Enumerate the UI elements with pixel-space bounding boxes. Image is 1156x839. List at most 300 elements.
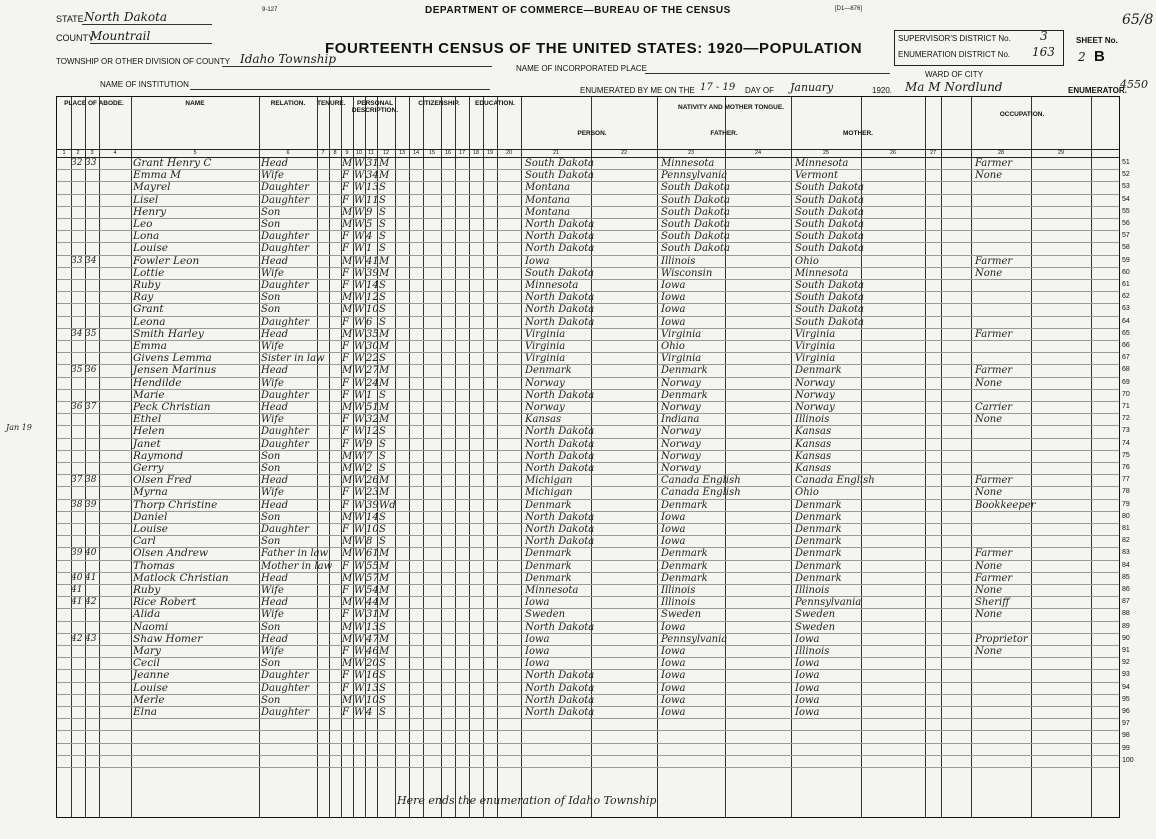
person-name: Thomas [133, 559, 175, 572]
row-divider [57, 767, 1119, 768]
column-number: 1 [62, 150, 66, 156]
age: 12 [366, 292, 379, 304]
form-number: 9-127 [262, 7, 278, 13]
marital-status: S [379, 243, 386, 255]
race: W [354, 377, 365, 389]
family-number: 36 [85, 365, 97, 376]
relation: Daughter [261, 426, 309, 438]
father-birthplace: Iowa [661, 536, 686, 548]
mother-birthplace: Ohio [795, 487, 819, 499]
dwelling-number: 37 [71, 475, 83, 486]
race: W [354, 621, 365, 633]
race: W [354, 365, 365, 377]
sex: M [342, 402, 353, 413]
race: W [354, 426, 365, 438]
person-name: Louise [133, 681, 169, 694]
marital-status: M [379, 365, 390, 377]
sex: M [342, 206, 353, 218]
column-number: 27 [929, 150, 937, 156]
person-name: Carl [133, 535, 156, 548]
father-birthplace: Ohio [661, 341, 685, 352]
column-number: 28 [997, 150, 1005, 156]
row-divider [57, 328, 1119, 329]
column-number: 25 [822, 150, 830, 156]
race: W [354, 206, 365, 218]
line-number: 86 [1122, 586, 1130, 593]
column-number: 24 [754, 150, 762, 156]
birthplace: North Dakota [525, 243, 595, 255]
age: 9 [366, 206, 373, 218]
mother-birthplace: South Dakota [795, 280, 864, 291]
line-number: 82 [1122, 537, 1130, 545]
relation: Father in law [261, 548, 329, 560]
line-number: 66 [1122, 342, 1130, 349]
marital-status: S [379, 206, 386, 218]
row-divider [57, 718, 1119, 719]
row-divider [57, 364, 1119, 365]
father-birthplace: Iowa [661, 707, 686, 718]
mother-birthplace: Iowa [795, 682, 820, 694]
line-number: 56 [1122, 220, 1130, 227]
marital-status: M [379, 633, 390, 645]
race: W [354, 414, 365, 426]
enumerator-label: ENUMERATOR. [1068, 86, 1127, 95]
column-number: 8 [333, 150, 337, 156]
birthplace: North Dakota [525, 524, 595, 535]
group-relation: RELATION. [270, 100, 306, 107]
marital-status: M [379, 341, 390, 352]
sex: F [342, 194, 349, 206]
race: W [354, 438, 365, 450]
group-tenure: TENURE. [317, 100, 346, 107]
marital-status: S [379, 292, 386, 304]
dwelling-number: 42 [71, 633, 83, 644]
relation: Head [261, 365, 289, 377]
dwelling-number: 41 [71, 597, 83, 608]
sex: F [342, 438, 349, 450]
sex: M [342, 463, 353, 474]
person-name: Merle [133, 693, 165, 706]
birthplace: South Dakota [525, 170, 594, 182]
birthplace: Sweden [525, 609, 566, 621]
birthplace: Minnesota [525, 280, 579, 291]
group-nativity-person: PERSON. [577, 130, 607, 137]
state-underline [82, 24, 212, 25]
margin-note: Jan 19 [6, 423, 32, 432]
person-name: Lottie [133, 266, 165, 279]
occupation: Farmer [975, 158, 1013, 169]
marital-status: S [379, 219, 386, 230]
sex: M [342, 255, 353, 267]
mother-birthplace: South Dakota [795, 206, 864, 218]
race: W [354, 292, 365, 304]
father-birthplace: Wisconsin [661, 267, 713, 279]
line-number: 97 [1122, 720, 1130, 728]
column-number: 2 [76, 150, 80, 156]
relation: Son [261, 219, 281, 230]
sex: M [342, 450, 353, 462]
line-number: 98 [1122, 732, 1130, 740]
person-name: Smith Harley [133, 327, 204, 340]
birthplace: South Dakota [525, 267, 594, 279]
marital-status: S [379, 389, 386, 401]
occupation: Farmer [975, 365, 1013, 377]
birthplace: North Dakota [525, 707, 595, 718]
father-birthplace: Iowa [661, 646, 686, 657]
line-number: 74 [1122, 439, 1130, 447]
race: W [354, 182, 365, 194]
father-birthplace: Illinois [661, 597, 696, 609]
marital-status: M [379, 487, 390, 499]
row-divider [57, 730, 1119, 731]
age: 34 [366, 170, 379, 182]
row-divider [57, 584, 1119, 585]
race: W [354, 560, 365, 572]
age: 8 [366, 536, 373, 548]
occupation: Farmer [975, 572, 1013, 584]
birthplace: North Dakota [525, 694, 595, 706]
family-number: 41 [85, 572, 97, 583]
race: W [354, 280, 365, 291]
relation: Daughter [261, 670, 309, 682]
marital-status: Wd [379, 499, 396, 511]
race: W [354, 328, 365, 340]
father-birthplace: Norway [661, 426, 701, 438]
sex: F [342, 353, 349, 365]
occupation: None [975, 377, 1003, 389]
marital-status: M [379, 170, 390, 182]
race: W [354, 194, 365, 206]
sex: M [342, 475, 353, 487]
occupation: None [975, 585, 1003, 596]
mother-birthplace: Sweden [795, 621, 836, 633]
sex: F [342, 585, 349, 596]
person-name: Ethel [133, 413, 162, 426]
birthplace: Iowa [525, 597, 550, 609]
column-number: 4 [113, 150, 117, 156]
marital-status: M [379, 475, 390, 487]
family-number: 38 [85, 475, 97, 486]
mother-birthplace: South Dakota [795, 194, 864, 206]
day-of-label: DAY OF [745, 86, 775, 95]
marital-status: M [379, 609, 390, 621]
birthplace: Norway [525, 377, 565, 389]
sex: F [342, 609, 349, 621]
occupation: Farmer [975, 475, 1013, 487]
sex: F [342, 670, 349, 682]
relation: Son [261, 463, 281, 474]
mother-birthplace: Virginia [795, 341, 836, 352]
line-number: 60 [1122, 268, 1130, 276]
line-number: 100 [1122, 756, 1134, 764]
line-number: 54 [1122, 195, 1130, 203]
age: 55 [366, 560, 379, 572]
marital-status: S [379, 304, 386, 316]
enumerated-day: 17 - 19 [700, 82, 736, 93]
race: W [354, 597, 365, 609]
line-number: 67 [1122, 354, 1130, 362]
sex: F [342, 231, 349, 243]
row-divider [57, 560, 1119, 561]
race: W [354, 572, 365, 584]
person-name: Mary [133, 645, 161, 657]
line-number: 72 [1122, 415, 1130, 423]
father-birthplace: Minnesota [661, 158, 715, 169]
marital-status: S [379, 450, 386, 462]
father-birthplace: Iowa [661, 524, 686, 535]
person-name: Cecil [133, 657, 160, 670]
sex: M [342, 633, 353, 645]
race: W [354, 450, 365, 462]
person-name: Leona [133, 315, 166, 328]
state-label: STATE [56, 14, 84, 24]
relation: Son [261, 694, 281, 706]
father-birthplace: Denmark [661, 365, 708, 377]
enumeration-label: ENUMERATION DISTRICT No. [898, 50, 1011, 59]
line-number: 99 [1122, 744, 1130, 752]
birthplace: North Dakota [525, 536, 595, 548]
age: 2 [366, 463, 373, 474]
birthplace: North Dakota [525, 292, 595, 304]
relation: Wife [261, 341, 284, 352]
family-number: 40 [85, 548, 97, 559]
line-number: 91 [1122, 647, 1130, 654]
sex: M [342, 548, 353, 560]
row-divider [57, 755, 1119, 756]
relation: Wife [261, 487, 284, 499]
family-number: 33 [85, 158, 97, 168]
relation: Head [261, 499, 289, 511]
institution-underline [190, 89, 490, 90]
marital-status: S [379, 670, 386, 682]
mother-birthplace: Norway [795, 402, 835, 413]
person-name: Ray [133, 291, 154, 304]
mother-birthplace: Kansas [795, 426, 832, 438]
line-number: 76 [1122, 464, 1130, 471]
sex: M [342, 694, 353, 706]
age: 5 [366, 219, 373, 230]
age: 51 [366, 402, 379, 413]
age: 9 [366, 438, 373, 450]
enumerated-month: January [790, 81, 834, 94]
sex: F [342, 243, 349, 255]
person-name: Janet [133, 437, 161, 450]
age: 13 [366, 182, 379, 194]
supervisor-label: SUPERVISOR'S DISTRICT No. [898, 34, 1011, 43]
marital-status: S [379, 438, 386, 450]
row-divider [57, 340, 1119, 341]
mother-birthplace: Denmark [795, 548, 842, 560]
person-name: Helen [133, 425, 165, 438]
relation: Daughter [261, 316, 309, 328]
race: W [354, 402, 365, 413]
birthplace: North Dakota [525, 304, 595, 316]
column-number: 21 [552, 150, 560, 156]
father-birthplace: Iowa [661, 682, 686, 694]
line-number: 95 [1122, 695, 1130, 703]
age: 10 [366, 304, 379, 316]
mother-birthplace: Illinois [795, 585, 830, 596]
column-number: 12 [382, 150, 390, 156]
person-name: Emma [133, 340, 167, 352]
relation: Son [261, 511, 281, 523]
relation: Wife [261, 646, 284, 657]
birthplace: Norway [525, 402, 565, 413]
relation: Head [261, 572, 289, 584]
marital-status: S [379, 182, 386, 194]
line-number: 58 [1122, 244, 1130, 252]
relation: Son [261, 536, 281, 548]
line-number: 77 [1122, 476, 1130, 484]
sex: M [342, 304, 353, 316]
race: W [354, 585, 365, 596]
census-table [56, 96, 1120, 818]
line-number: 80 [1122, 512, 1130, 520]
age: 24 [366, 377, 379, 389]
father-birthplace: Norway [661, 438, 701, 450]
age: 41 [366, 255, 379, 267]
mother-birthplace: Denmark [795, 511, 842, 523]
relation: Wife [261, 609, 284, 621]
age: 4 [366, 707, 373, 718]
sex: M [342, 511, 353, 523]
mother-birthplace: South Dakota [795, 243, 864, 255]
column-number: 10 [355, 150, 363, 156]
relation: Wife [261, 414, 284, 426]
column-number: 26 [889, 150, 897, 156]
father-birthplace: Virginia [661, 328, 702, 340]
birthplace: Denmark [525, 365, 572, 377]
mother-birthplace: Iowa [795, 658, 820, 670]
mother-birthplace: Denmark [795, 560, 842, 572]
birthplace: Montana [525, 206, 571, 218]
column-number: 19 [486, 150, 494, 156]
column-number: 20 [505, 150, 513, 156]
marital-status: S [379, 682, 386, 694]
race: W [354, 658, 365, 670]
column-number: 18 [472, 150, 480, 156]
mother-birthplace: Vermont [795, 170, 838, 182]
mother-birthplace: Minnesota [795, 158, 849, 169]
father-birthplace: Norway [661, 377, 701, 389]
group-personal: PERSONAL DESCRIPTION. [351, 100, 399, 114]
mother-birthplace: Sweden [795, 609, 836, 621]
mother-birthplace: South Dakota [795, 182, 864, 194]
marital-status: M [379, 158, 390, 169]
birthplace: Minnesota [525, 585, 579, 596]
relation: Daughter [261, 438, 309, 450]
father-birthplace: Iowa [661, 658, 686, 670]
birthplace: Montana [525, 182, 571, 194]
race: W [354, 646, 365, 657]
race: W [354, 487, 365, 499]
marital-status: S [379, 707, 386, 718]
father-birthplace: South Dakota [661, 231, 730, 243]
marital-status: M [379, 328, 390, 340]
row-divider [57, 401, 1119, 402]
race: W [354, 353, 365, 365]
column-number: 14 [412, 150, 420, 156]
person-name: Thorp Christine [133, 498, 218, 511]
birthplace: Virginia [525, 341, 566, 352]
line-number: 52 [1122, 171, 1130, 179]
age: 7 [366, 450, 373, 462]
race: W [354, 633, 365, 645]
person-name: Myrna [133, 486, 168, 499]
mother-birthplace: Iowa [795, 670, 820, 682]
row-divider [57, 206, 1119, 207]
age: 39 [366, 499, 379, 511]
race: W [354, 524, 365, 535]
father-birthplace: South Dakota [661, 194, 730, 206]
marital-status: S [379, 524, 386, 535]
form-code: [D1—876] [835, 6, 863, 12]
relation: Wife [261, 585, 284, 596]
father-birthplace: Norway [661, 402, 701, 413]
line-number: 63 [1122, 305, 1130, 313]
group-occupation: OCCUPATION. [999, 111, 1045, 118]
line-number: 59 [1122, 256, 1130, 264]
mother-birthplace: South Dakota [795, 292, 864, 304]
person-name: Mayrel [133, 181, 171, 194]
mother-birthplace: Iowa [795, 707, 820, 718]
sex: F [342, 377, 349, 389]
mother-birthplace: Norway [795, 377, 835, 389]
age: 30 [366, 341, 379, 352]
age: 16 [366, 670, 379, 682]
sex: M [342, 292, 353, 304]
person-name: Marie [133, 388, 165, 401]
row-divider [57, 181, 1119, 182]
father-birthplace: Denmark [661, 499, 708, 511]
marital-status: S [379, 280, 386, 291]
line-number: 62 [1122, 293, 1130, 301]
race: W [354, 231, 365, 243]
line-number: 65 [1122, 329, 1130, 337]
relation: Daughter [261, 707, 309, 718]
race: W [354, 694, 365, 706]
marital-status: M [379, 377, 390, 389]
marital-status: S [379, 694, 386, 706]
person-name: Henry [133, 205, 167, 218]
sex: M [342, 658, 353, 670]
mother-birthplace: Minnesota [795, 267, 849, 279]
age: 14 [366, 280, 379, 291]
person-name: Louise [133, 523, 169, 535]
race: W [354, 341, 365, 352]
person-name: Matlock Christian [133, 571, 229, 584]
row-divider [57, 596, 1119, 597]
dwelling-number: 36 [71, 402, 83, 412]
mother-birthplace: South Dakota [795, 304, 864, 316]
mother-birthplace: Iowa [795, 694, 820, 706]
birthplace: Michigan [525, 475, 573, 487]
row-divider [57, 608, 1119, 609]
occupation: Farmer [975, 255, 1013, 267]
occupation: Proprietor [975, 633, 1028, 645]
group-nativity-father: FATHER. [710, 130, 738, 137]
state-value: North Dakota [84, 10, 168, 24]
mother-birthplace: Denmark [795, 536, 842, 548]
sex: F [342, 524, 349, 535]
father-birthplace: Canada English [661, 487, 741, 499]
birthplace: North Dakota [525, 231, 595, 243]
race: W [354, 536, 365, 548]
sex: M [342, 536, 353, 548]
age: 47 [366, 633, 379, 645]
sex: F [342, 682, 349, 694]
sex: F [342, 280, 349, 291]
